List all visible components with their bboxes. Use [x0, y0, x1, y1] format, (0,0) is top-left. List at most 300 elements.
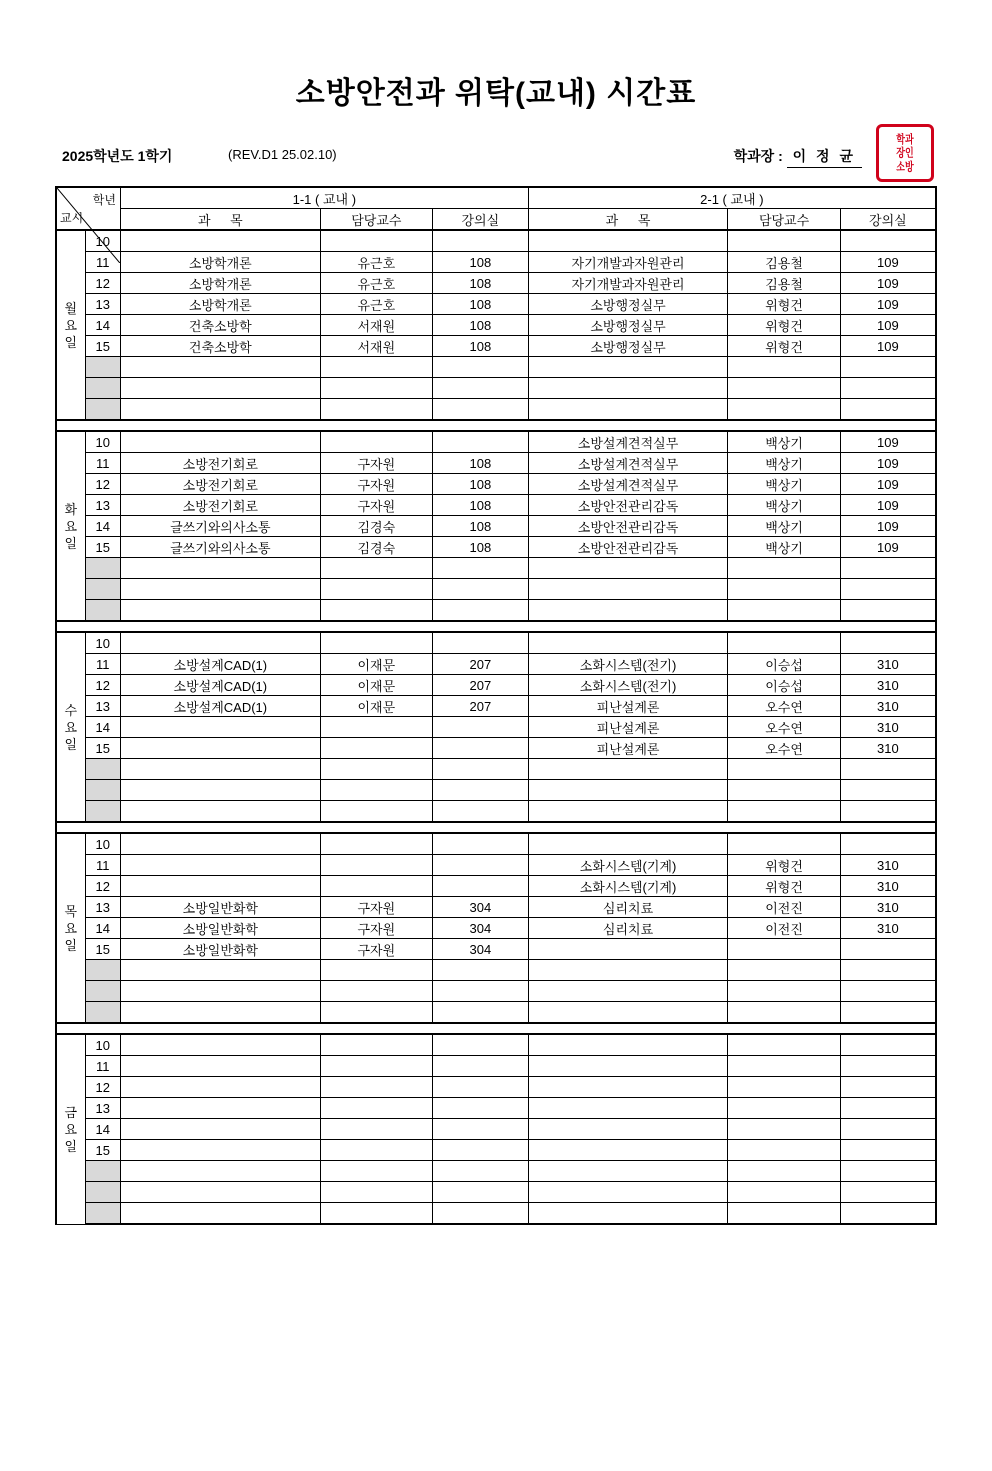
table-row	[56, 336, 936, 357]
grade1-professor-cell	[320, 1140, 432, 1161]
grade2-room-cell	[840, 1119, 936, 1140]
grade2-professor-cell	[728, 759, 840, 780]
grade2-room-cell: 109	[840, 453, 936, 474]
grade1-professor-cell: 유근호	[320, 294, 432, 315]
grade1-room-cell: 108	[433, 252, 529, 273]
grade1-subject-cell	[120, 780, 320, 801]
grade1-professor-cell	[320, 717, 432, 738]
grade1-professor-cell: 이재문	[320, 675, 432, 696]
day-separator	[56, 822, 936, 833]
grade1-room-cell	[433, 876, 529, 897]
period-label	[85, 960, 120, 981]
grade2-professor-cell	[728, 1098, 840, 1119]
timetable	[55, 186, 937, 1225]
meta-row	[0, 132, 992, 173]
grade2-subject-cell: 소방안전관리감독	[528, 537, 728, 558]
grade1-professor-cell	[320, 600, 432, 622]
grade1-professor-cell	[320, 833, 432, 855]
table-row	[56, 1182, 936, 1203]
grade1-professor-cell: 김경숙	[320, 516, 432, 537]
grade1-subject-cell	[120, 431, 320, 453]
period-label: 11	[85, 855, 120, 876]
grade2-subject-cell	[528, 1002, 728, 1024]
period-label: 15	[85, 336, 120, 357]
grade2-professor-cell: 오수연	[728, 717, 840, 738]
corner-period-label: 교시	[60, 211, 84, 225]
table-row	[56, 1161, 936, 1182]
grade1-room-cell	[433, 357, 529, 378]
grade2-room-cell	[840, 399, 936, 421]
table-row	[56, 1203, 936, 1225]
table-row	[56, 1034, 936, 1056]
grade1-professor-cell: 구자원	[320, 495, 432, 516]
period-label	[85, 600, 120, 622]
period-label	[85, 801, 120, 823]
grade1-room-cell	[433, 960, 529, 981]
period-label: 13	[85, 696, 120, 717]
grade1-room-cell	[433, 780, 529, 801]
period-label: 13	[85, 495, 120, 516]
grade1-professor-cell: 구자원	[320, 474, 432, 495]
grade1-subject-cell	[120, 1140, 320, 1161]
grade2-subject-cell: 소방행정실무	[528, 315, 728, 336]
grade2-professor-cell: 이승섭	[728, 675, 840, 696]
grade2-professor-cell	[728, 1077, 840, 1098]
group-header-1: 1-1 ( 교내 )	[120, 187, 528, 209]
grade1-subject-cell	[120, 981, 320, 1002]
grade1-room-cell: 108	[433, 336, 529, 357]
day-label-2: 화 요 일	[56, 431, 85, 621]
grade2-professor-cell	[728, 1056, 840, 1077]
grade2-subject-cell: 소화시스템(전기)	[528, 675, 728, 696]
grade2-professor-cell: 위형건	[728, 294, 840, 315]
table-row	[56, 738, 936, 759]
grade2-room-cell	[840, 378, 936, 399]
department-head-name: 이 정 균	[787, 146, 862, 168]
grade1-subject-cell: 소방전기회로	[120, 453, 320, 474]
timetable-body	[56, 230, 936, 1224]
grade2-professor-cell: 백상기	[728, 537, 840, 558]
grade2-room-cell	[840, 1056, 936, 1077]
grade2-professor-cell	[728, 558, 840, 579]
table-row	[56, 579, 936, 600]
column-header-room-1: 강의실	[433, 209, 529, 231]
grade2-room-cell	[840, 780, 936, 801]
grade2-professor-cell: 이전진	[728, 897, 840, 918]
grade1-subject-cell	[120, 876, 320, 897]
period-label	[85, 981, 120, 1002]
grade2-subject-cell	[528, 759, 728, 780]
grade1-room-cell	[433, 1119, 529, 1140]
grade2-subject-cell	[528, 579, 728, 600]
grade1-professor-cell	[320, 1119, 432, 1140]
table-row	[56, 357, 936, 378]
table-row	[56, 717, 936, 738]
grade1-subject-cell	[120, 558, 320, 579]
grade2-room-cell	[840, 558, 936, 579]
grade1-professor-cell	[320, 1161, 432, 1182]
day-separator	[56, 420, 936, 431]
grade2-room-cell	[840, 600, 936, 622]
grade1-room-cell	[433, 558, 529, 579]
grade1-professor-cell: 구자원	[320, 918, 432, 939]
period-label: 13	[85, 1098, 120, 1119]
grade1-professor-cell: 이재문	[320, 654, 432, 675]
grade1-subject-cell	[120, 1034, 320, 1056]
day-separator	[56, 621, 936, 632]
day-label-4: 목 요 일	[56, 833, 85, 1023]
grade1-room-cell: 108	[433, 495, 529, 516]
grade1-professor-cell	[320, 579, 432, 600]
grade1-room-cell	[433, 717, 529, 738]
grade2-professor-cell: 이전진	[728, 918, 840, 939]
period-label	[85, 399, 120, 421]
period-label	[85, 759, 120, 780]
grade1-subject-cell	[120, 230, 320, 252]
grade2-professor-cell: 백상기	[728, 431, 840, 453]
grade2-room-cell	[840, 801, 936, 823]
table-row	[56, 558, 936, 579]
grade1-room-cell	[433, 738, 529, 759]
department-head	[734, 146, 862, 168]
grade2-room-cell: 310	[840, 654, 936, 675]
grade1-subject-cell: 소방학개론	[120, 273, 320, 294]
day-separator-cell	[56, 1023, 936, 1034]
grade1-professor-cell	[320, 1056, 432, 1077]
column-header-room-2: 강의실	[840, 209, 936, 231]
grade2-room-cell	[840, 230, 936, 252]
grade2-professor-cell	[728, 1161, 840, 1182]
period-label	[85, 1002, 120, 1024]
revision-label: (REV.D1 25.02.10)	[228, 147, 337, 162]
grade2-professor-cell: 오수연	[728, 738, 840, 759]
grade2-subject-cell: 심리치료	[528, 918, 728, 939]
grade1-subject-cell: 소방설계CAD(1)	[120, 696, 320, 717]
table-row	[56, 759, 936, 780]
table-row	[56, 252, 936, 273]
period-label: 10	[85, 833, 120, 855]
grade2-room-cell: 310	[840, 675, 936, 696]
period-label: 14	[85, 516, 120, 537]
grade2-room-cell: 109	[840, 273, 936, 294]
grade2-professor-cell	[728, 939, 840, 960]
day-separator-cell	[56, 420, 936, 431]
grade2-room-cell	[840, 1140, 936, 1161]
grade1-room-cell: 207	[433, 654, 529, 675]
grade2-professor-cell: 위형건	[728, 315, 840, 336]
period-label: 11	[85, 654, 120, 675]
period-label: 10	[85, 632, 120, 654]
table-row	[56, 939, 936, 960]
period-label: 13	[85, 294, 120, 315]
grade2-subject-cell: 피난설계론	[528, 717, 728, 738]
period-label	[85, 579, 120, 600]
grade1-room-cell: 304	[433, 918, 529, 939]
grade2-subject-cell	[528, 1140, 728, 1161]
period-label: 11	[85, 252, 120, 273]
day-label-1: 월 요 일	[56, 230, 85, 420]
grade2-professor-cell	[728, 1182, 840, 1203]
grade1-subject-cell	[120, 960, 320, 981]
grade2-professor-cell: 김용철	[728, 273, 840, 294]
grade2-subject-cell: 피난설계론	[528, 738, 728, 759]
grade1-professor-cell	[320, 1034, 432, 1056]
grade2-professor-cell	[728, 1002, 840, 1024]
grade2-subject-cell	[528, 1182, 728, 1203]
grade1-subject-cell: 글쓰기와의사소통	[120, 537, 320, 558]
table-row	[56, 474, 936, 495]
corner-header-cell	[56, 187, 120, 230]
grade1-professor-cell: 서재원	[320, 315, 432, 336]
day-separator-cell	[56, 621, 936, 632]
table-row	[56, 1002, 936, 1024]
grade2-room-cell	[840, 960, 936, 981]
grade1-room-cell	[433, 801, 529, 823]
table-row	[56, 399, 936, 421]
grade2-room-cell: 109	[840, 474, 936, 495]
table-row	[56, 654, 936, 675]
grade1-room-cell	[433, 399, 529, 421]
grade2-room-cell	[840, 1077, 936, 1098]
grade2-professor-cell	[728, 1203, 840, 1225]
period-label: 10	[85, 431, 120, 453]
grade2-room-cell	[840, 1034, 936, 1056]
grade2-professor-cell	[728, 600, 840, 622]
grade1-room-cell: 108	[433, 537, 529, 558]
table-row	[56, 1077, 936, 1098]
grade2-subject-cell	[528, 1077, 728, 1098]
grade1-professor-cell: 유근호	[320, 273, 432, 294]
grade1-room-cell: 304	[433, 897, 529, 918]
grade1-room-cell	[433, 579, 529, 600]
grade2-professor-cell	[728, 399, 840, 421]
grade1-professor-cell	[320, 558, 432, 579]
grade2-professor-cell	[728, 1140, 840, 1161]
page-title: 소방안전과 위탁(교내) 시간표	[295, 77, 697, 110]
table-row	[56, 516, 936, 537]
grade2-professor-cell: 김용철	[728, 252, 840, 273]
grade2-room-cell: 109	[840, 431, 936, 453]
grade1-professor-cell	[320, 399, 432, 421]
column-header-professor-1: 담당교수	[320, 209, 432, 231]
grade1-professor-cell: 구자원	[320, 897, 432, 918]
period-label: 13	[85, 897, 120, 918]
period-label	[85, 1203, 120, 1225]
grade2-room-cell	[840, 632, 936, 654]
table-row	[56, 453, 936, 474]
grade2-subject-cell	[528, 600, 728, 622]
grade1-subject-cell: 소방일반화학	[120, 897, 320, 918]
table-row	[56, 897, 936, 918]
period-label	[85, 357, 120, 378]
grade2-subject-cell: 소화시스템(기계)	[528, 855, 728, 876]
grade1-room-cell	[433, 230, 529, 252]
grade2-subject-cell	[528, 1034, 728, 1056]
timetable-header	[56, 187, 936, 230]
table-row	[56, 230, 936, 252]
grade2-subject-cell	[528, 939, 728, 960]
grade2-subject-cell: 소방안전관리감독	[528, 495, 728, 516]
column-header-subject-1: 과 목	[120, 209, 320, 231]
grade2-professor-cell	[728, 378, 840, 399]
grade2-room-cell: 310	[840, 717, 936, 738]
grade1-subject-cell: 소방설계CAD(1)	[120, 675, 320, 696]
period-label: 12	[85, 876, 120, 897]
grade2-professor-cell	[728, 1119, 840, 1140]
grade2-subject-cell	[528, 399, 728, 421]
table-row	[56, 1119, 936, 1140]
grade2-professor-cell	[728, 960, 840, 981]
grade2-subject-cell: 자기개발과자원관리	[528, 273, 728, 294]
table-row	[56, 1140, 936, 1161]
table-row	[56, 855, 936, 876]
grade1-room-cell	[433, 833, 529, 855]
period-label	[85, 378, 120, 399]
grade1-room-cell: 108	[433, 273, 529, 294]
day-label-5: 금 요 일	[56, 1034, 85, 1224]
grade1-subject-cell	[120, 357, 320, 378]
grade2-subject-cell	[528, 378, 728, 399]
grade1-room-cell: 108	[433, 453, 529, 474]
grade1-subject-cell	[120, 1119, 320, 1140]
grade2-subject-cell: 소방행정실무	[528, 294, 728, 315]
grade1-professor-cell	[320, 801, 432, 823]
grade1-subject-cell	[120, 717, 320, 738]
grade2-room-cell	[840, 1203, 936, 1225]
grade2-room-cell	[840, 1098, 936, 1119]
grade1-subject-cell: 소방전기회로	[120, 474, 320, 495]
table-row	[56, 918, 936, 939]
grade2-subject-cell	[528, 632, 728, 654]
grade2-room-cell: 310	[840, 696, 936, 717]
grade1-subject-cell: 글쓰기와의사소통	[120, 516, 320, 537]
grade2-subject-cell	[528, 1056, 728, 1077]
grade2-subject-cell: 소방안전관리감독	[528, 516, 728, 537]
seal-stamp-icon: 학과 장인 소방	[876, 124, 934, 182]
period-label: 15	[85, 738, 120, 759]
period-label: 15	[85, 537, 120, 558]
grade2-room-cell	[840, 1161, 936, 1182]
grade2-subject-cell: 소화시스템(전기)	[528, 654, 728, 675]
table-row	[56, 632, 936, 654]
grade2-room-cell: 109	[840, 516, 936, 537]
grade2-subject-cell: 소방행정실무	[528, 336, 728, 357]
table-row	[56, 495, 936, 516]
period-label	[85, 780, 120, 801]
grade2-room-cell	[840, 1182, 936, 1203]
grade2-professor-cell: 위형건	[728, 876, 840, 897]
grade1-professor-cell	[320, 855, 432, 876]
grade2-professor-cell: 백상기	[728, 474, 840, 495]
grade1-subject-cell	[120, 759, 320, 780]
grade2-subject-cell	[528, 1161, 728, 1182]
grade2-professor-cell: 백상기	[728, 516, 840, 537]
grade1-subject-cell	[120, 579, 320, 600]
grade2-room-cell: 109	[840, 315, 936, 336]
period-label	[85, 1161, 120, 1182]
table-row	[56, 431, 936, 453]
grade1-professor-cell	[320, 738, 432, 759]
grade2-professor-cell: 오수연	[728, 696, 840, 717]
grade1-room-cell: 108	[433, 294, 529, 315]
grade1-subject-cell	[120, 801, 320, 823]
grade2-professor-cell: 백상기	[728, 453, 840, 474]
grade2-subject-cell	[528, 981, 728, 1002]
grade2-professor-cell	[728, 230, 840, 252]
grade1-room-cell	[433, 759, 529, 780]
grade1-room-cell: 207	[433, 675, 529, 696]
grade1-room-cell	[433, 600, 529, 622]
period-label: 10	[85, 230, 120, 252]
grade1-subject-cell	[120, 399, 320, 421]
grade1-subject-cell	[120, 1077, 320, 1098]
grade2-room-cell: 310	[840, 738, 936, 759]
grade2-subject-cell	[528, 801, 728, 823]
grade2-subject-cell	[528, 833, 728, 855]
grade1-subject-cell	[120, 833, 320, 855]
grade1-professor-cell	[320, 1182, 432, 1203]
table-row	[56, 315, 936, 336]
grade2-subject-cell: 피난설계론	[528, 696, 728, 717]
period-label: 14	[85, 1119, 120, 1140]
timetable-page	[0, 68, 992, 1471]
grade2-professor-cell	[728, 632, 840, 654]
grade2-subject-cell	[528, 780, 728, 801]
grade2-professor-cell	[728, 981, 840, 1002]
grade2-professor-cell	[728, 579, 840, 600]
grade1-room-cell	[433, 1182, 529, 1203]
grade1-professor-cell: 이재문	[320, 696, 432, 717]
grade1-professor-cell	[320, 230, 432, 252]
grade1-room-cell	[433, 1098, 529, 1119]
grade2-subject-cell	[528, 558, 728, 579]
period-label: 15	[85, 1140, 120, 1161]
table-row	[56, 600, 936, 622]
grade2-professor-cell	[728, 780, 840, 801]
grade1-room-cell: 304	[433, 939, 529, 960]
grade1-professor-cell	[320, 759, 432, 780]
grade2-room-cell: 310	[840, 897, 936, 918]
period-label	[85, 558, 120, 579]
grade1-subject-cell	[120, 1182, 320, 1203]
grade1-professor-cell: 구자원	[320, 453, 432, 474]
table-row	[56, 981, 936, 1002]
grade2-room-cell	[840, 357, 936, 378]
grade1-subject-cell	[120, 855, 320, 876]
grade2-room-cell: 310	[840, 918, 936, 939]
grade2-subject-cell	[528, 1098, 728, 1119]
grade2-room-cell	[840, 759, 936, 780]
grade1-subject-cell	[120, 1161, 320, 1182]
table-row	[56, 1056, 936, 1077]
grade2-subject-cell	[528, 960, 728, 981]
grade1-subject-cell	[120, 1203, 320, 1225]
grade1-room-cell	[433, 431, 529, 453]
period-label: 12	[85, 1077, 120, 1098]
table-row	[56, 801, 936, 823]
period-label: 12	[85, 474, 120, 495]
grade1-subject-cell: 소방설계CAD(1)	[120, 654, 320, 675]
grade1-subject-cell: 소방일반화학	[120, 918, 320, 939]
grade1-professor-cell	[320, 1098, 432, 1119]
department-head-label: 학과장 :	[733, 148, 783, 164]
grade1-room-cell	[433, 378, 529, 399]
grade1-subject-cell	[120, 632, 320, 654]
period-label: 12	[85, 273, 120, 294]
table-row	[56, 675, 936, 696]
corner-grade-label: 학년	[92, 193, 116, 207]
grade1-subject-cell: 건축소방학	[120, 336, 320, 357]
